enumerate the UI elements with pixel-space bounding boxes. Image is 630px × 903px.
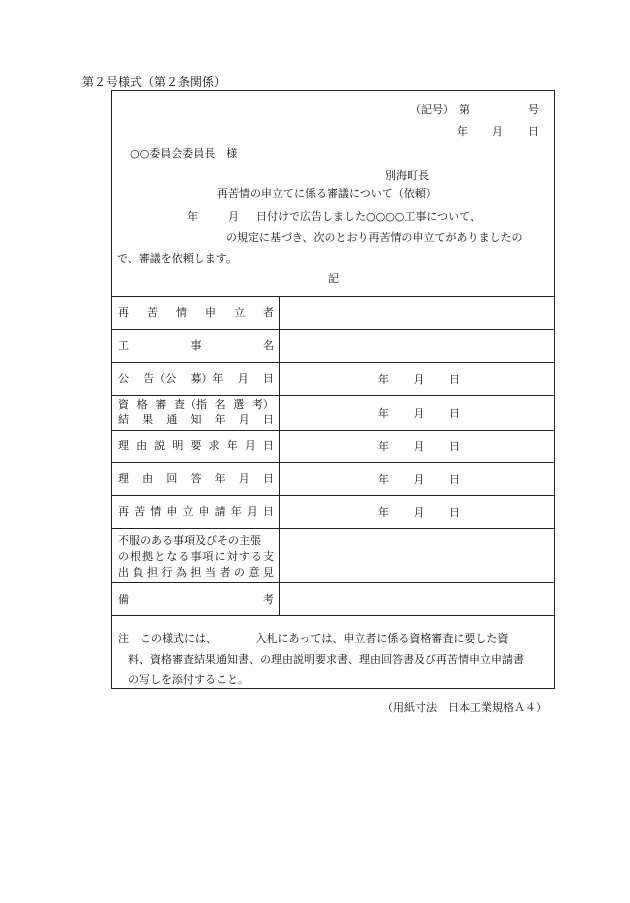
form-number: 第２号様式（第２条関係） [82,75,227,89]
date-notice: 年 月 日 [378,373,460,386]
date-review: 年 月 日 [378,407,460,420]
reference-dai: 第 [459,103,470,116]
paper-size: （用紙寸法 日本工業規格Ａ４） [382,701,547,714]
sender: 別海町長 [385,169,429,182]
label-work-name: 工 事 名 [118,339,274,352]
divider-row7 [111,528,555,529]
divider-row1 [111,329,555,330]
divider-row6 [111,495,555,496]
body-line1: 日付けで広告しました○○○○工事について、 [256,210,481,223]
reference-go: 号 [528,103,539,116]
addressee: ○○委員会委員長 様 [130,147,238,160]
header-date-day: 日 [528,125,539,138]
date-reason-answer: 年 月 日 [378,473,460,486]
label-review-line1: 資 格 審 査（指 名 選 考） [118,398,274,411]
body-line3: で、審議を依頼します。 [117,252,237,265]
note-line3: の写しを添付すること。 [128,673,249,686]
header-date-year: 年 [457,125,468,138]
note-line1: 注 この様式には、 入札にあっては、申立者に係る資格審査に要した資 [118,632,509,645]
label-opinion-line3: 出 負 担 行 為 担 当 者 の 意 見 [118,566,274,579]
column-divider [279,296,280,615]
divider-row5 [111,462,555,463]
note-line2: 料、資格審査結果通知書、の理由説明要求書、理由回答書及び再苦情申立申請書 [128,653,524,666]
label-review-line2: 結 果 通 知 年 月 日 [118,413,274,426]
label-opinion-line1: 不服のある事項及びその主張 [118,534,261,547]
ki-heading: 記 [328,272,339,285]
label-remarks: 備 考 [118,593,274,606]
reference-label: （記号） [410,103,454,116]
date-reason-request: 年 月 日 [378,440,460,453]
label-reason-request: 理 由 説 明 要 求 年 月 日 [118,439,274,452]
divider-row9 [111,615,555,616]
subject: 再苦情の申立てに係る審議について（依頼） [217,187,437,200]
divider-row8 [111,582,555,583]
divider-row4 [111,430,555,431]
body-line2: の規定に基づき、次のとおり再苦情の申立てがありましたの [226,231,523,244]
divider-header [111,296,555,297]
divider-row2 [111,362,555,363]
label-opinion-line2: の 根 拠 と な る 事 項 に 対 す る 支 [118,550,274,563]
divider-row3 [111,395,555,396]
date-recomplaint: 年 月 日 [378,506,460,519]
header-date-month: 月 [492,125,503,138]
label-recomplaint: 再 苦 情 申 立 申 請 年 月 日 [118,505,274,518]
label-notice-date: 公 告（公 募）年 月 日 [118,372,274,385]
body-year: 年 [187,210,198,223]
label-applicant: 再 苦 情 申 立 者 [118,306,274,319]
label-reason-answer: 理 由 回 答 年 月 日 [118,472,274,485]
body-month: 月 [228,210,239,223]
